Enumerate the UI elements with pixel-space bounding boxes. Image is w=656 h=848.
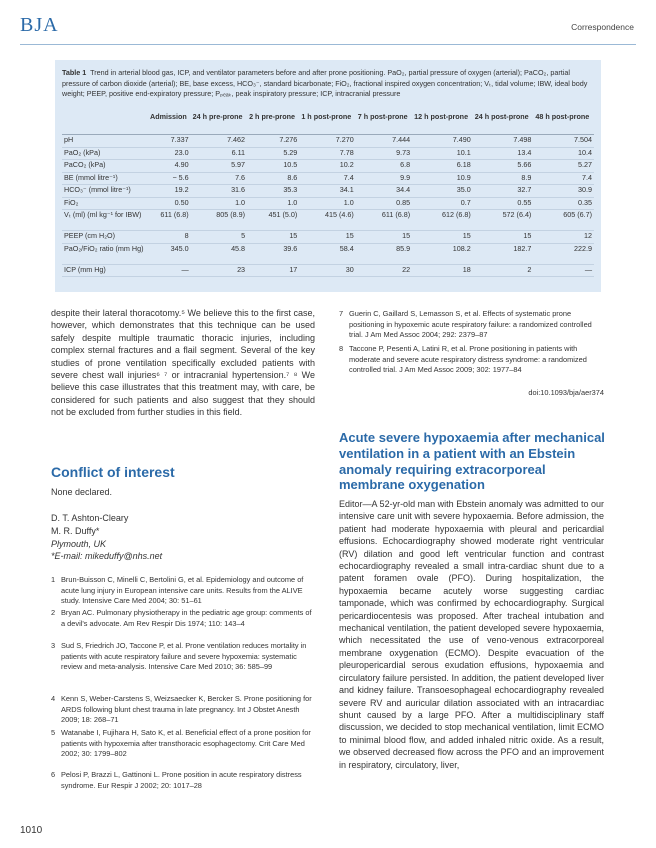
table-cell: 7.78 bbox=[339, 147, 354, 157]
table-cell: 451 (5.0) bbox=[268, 210, 298, 219]
reference-item bbox=[51, 575, 317, 607]
table-row bbox=[62, 147, 594, 160]
reference-item bbox=[339, 309, 604, 341]
table-cell: 0.7 bbox=[460, 197, 471, 207]
table-cell: — bbox=[584, 264, 592, 274]
table-cell: 13.4 bbox=[517, 147, 532, 157]
table-cell: 8.6 bbox=[287, 172, 298, 182]
table-row bbox=[62, 264, 594, 277]
table-cell: 7.504 bbox=[574, 135, 592, 144]
table-cell: 5.27 bbox=[578, 160, 592, 169]
reference-text: Watanabe I, Fujihara H, Sato K, et al. Beneficial effect of a prone position for patients with hypoxemia after transthoracic esophagectomy. Crit Care Med 2002; 30: 1799–802 bbox=[61, 728, 311, 759]
table-cell: 5.97 bbox=[231, 160, 246, 169]
reference-number: 6 bbox=[51, 770, 56, 779]
reference-item bbox=[51, 608, 317, 629]
table-cell: 30.9 bbox=[578, 185, 592, 194]
table-cell: 612 (6.8) bbox=[441, 210, 471, 219]
body-paragraph-right: Editor—A 52-yr-old man with Ebstein anomaly was admitted to our intensive care unit with severe hypoxaemia. Before admission, the patient had moderate hypoxaemia with pleural and pericardial effusions. Echocardiography showed moderate right ventricular (RV) dilation and good left ventricular function and contrast echocardiography revealed a small intra-cardiac shunt due to a patent foramen ovale (PFO). During hospitalization, the hypoxaemia became acutely worse suggesting cardiac tamponade, which was confirmed by echocardiography. Surgical pericardiocentesis was proposed. After tracheal intubation and mechanical ventilation, the patient developed severe hypoxaemia, which necessitated the use of veno-venous extracorporeal membrane oxygenation (ECMO). Despite evacuation of the pleuropericardial serous exudation effusions, hypoxaemia and circulatory failure persisted. In addition, the patient developed liver and kidney failure. Transoesophageal echocardiography revealed severe RV and auricular dilation associated with an intracardiac shunt caused by a large PFO. After a multidisciplinary staff discussion, we decided to stop mechanical ventilation, limit ECMO to minimal blood flow, and added inhaled nitric oxide. As a result, we observed decreased flow across the PFO and an improvement in respiratory, circulatory, liver, bbox=[339, 499, 604, 770]
conflict-of-interest-text: None declared. bbox=[51, 487, 113, 497]
table-cell: 7.276 bbox=[279, 135, 298, 144]
table-cell: 15 bbox=[289, 231, 298, 240]
table-cell: 0.85 bbox=[396, 197, 411, 207]
table-cell: 7.490 bbox=[452, 135, 471, 144]
table-column-header: 48 h post-prone bbox=[535, 112, 590, 121]
table-cell: 572 (6.4) bbox=[502, 210, 532, 219]
reference-number: 4 bbox=[51, 694, 56, 703]
journal-name: BJA bbox=[20, 14, 59, 36]
table-row bbox=[62, 243, 594, 264]
table-cell: 7.4 bbox=[343, 172, 354, 182]
table-cell: 5 bbox=[241, 231, 246, 240]
reference-number: 7 bbox=[339, 309, 344, 318]
reference-text: Guerin C, Gaillard S, Lemasson S, et al. Effects of systematic prone positioning in hypoxemic acute respiratory failure: a randomized controlled trial. J Am Med Assoc 2004; 292: 2379–87 bbox=[349, 309, 592, 340]
table-column-header bbox=[62, 112, 148, 135]
table-row bbox=[62, 210, 594, 231]
reference-item bbox=[51, 770, 317, 791]
table-cell: 4.90 bbox=[174, 160, 189, 169]
table-cell: 8.9 bbox=[521, 172, 532, 182]
table-cell: 85.9 bbox=[396, 243, 411, 253]
table-cell: 2 bbox=[527, 264, 532, 274]
table-cell: 15 bbox=[462, 231, 471, 240]
table-cell: 34.4 bbox=[396, 185, 411, 194]
author-email[interactable]: *E-mail: mikeduffy@nhs.net bbox=[51, 551, 163, 562]
data-table bbox=[62, 112, 594, 277]
table-column-header: 24 h pre-prone bbox=[192, 112, 243, 121]
table-label: Table 1 bbox=[62, 68, 87, 77]
table-cell: 23 bbox=[237, 264, 246, 274]
table-cell: 32.7 bbox=[517, 185, 532, 194]
table-column-header: 1 h post-prone bbox=[301, 112, 352, 121]
table-cell: 7.498 bbox=[513, 135, 532, 144]
table-cell: 10.1 bbox=[456, 147, 471, 157]
table-cell: 39.6 bbox=[283, 243, 298, 253]
table-cell: 0.35 bbox=[578, 197, 592, 207]
table-cell: 31.6 bbox=[231, 185, 246, 194]
table-column-header: 24 h post-prone bbox=[474, 112, 529, 121]
table-cell: 22 bbox=[402, 264, 411, 274]
table-cell: 611 (6.8) bbox=[381, 210, 411, 219]
table-row-label: PaO₂/FiO₂ ratio (mm Hg) bbox=[64, 243, 144, 253]
table-cell: 19.2 bbox=[174, 185, 189, 194]
body-paragraph-left: despite their lateral thoracotomy.⁵ We believe this to the first case, however, which demonstrates that this technique can be used safely despite multiple traumatic thoracic injuries, including complex sternal fractures and a flail segment. Several of the key studies of prone ventilation specifically excluded patients with severe chest wall injuries⁶ ⁷ or intracranial hypertension.⁷ ⁸ We believe this case illustrates that this treatment may, with care, be considered for such patients and also suggest that they should not be excluded from further studies in this field. bbox=[51, 308, 315, 418]
author-block bbox=[51, 512, 162, 563]
table-cell: 6.11 bbox=[231, 147, 246, 157]
table-cell: 7.270 bbox=[335, 135, 354, 144]
reference-number: 1 bbox=[51, 575, 56, 584]
table-cell: — bbox=[181, 264, 189, 274]
header-rule bbox=[20, 44, 636, 45]
table-row bbox=[62, 185, 594, 198]
reference-number: 3 bbox=[51, 641, 56, 650]
table-cell: 10.4 bbox=[578, 147, 592, 157]
table-cell: 58.4 bbox=[339, 243, 354, 253]
reference-text: Bryan AC. Pulmonary physiotherapy in the pediatric age group: comments of a devil's advocate. Am Rev Respir Dis 1974; 110: 143–4 bbox=[61, 608, 312, 628]
reference-text: Pelosi P, Brazzi L, Gattinoni L. Prone position in acute respiratory distress syndrome. Eur Respir J 2002; 20: 1017–28 bbox=[61, 770, 302, 790]
table-cell: 0.50 bbox=[174, 197, 189, 207]
table-cell: 23.0 bbox=[174, 147, 189, 157]
table-cell: 35.0 bbox=[456, 185, 471, 194]
page-number: 1010 bbox=[20, 825, 43, 836]
table-cell: − 5.6 bbox=[172, 172, 189, 182]
table-cell: 6.18 bbox=[456, 160, 471, 169]
table-cell: 182.7 bbox=[513, 243, 532, 253]
table-cell: 8 bbox=[184, 231, 189, 240]
table-cell: 10.9 bbox=[456, 172, 471, 182]
table-cell: 5.29 bbox=[283, 147, 298, 157]
table-column-header: Admission bbox=[150, 112, 187, 121]
table-row-label: PaCO₂ (kPa) bbox=[64, 160, 106, 169]
table-row-label: PEEP (cm H₂O) bbox=[64, 231, 115, 240]
table-row bbox=[62, 135, 594, 148]
table-row-label: ICP (mm Hg) bbox=[64, 264, 106, 274]
table-cell: 9.9 bbox=[400, 172, 411, 182]
table-column-header: 7 h post-prone bbox=[357, 112, 408, 121]
reference-number: 5 bbox=[51, 728, 56, 737]
table-cell: 7.462 bbox=[227, 135, 246, 144]
table-column-header: 12 h post-prone bbox=[414, 112, 469, 121]
table-cell: 15 bbox=[523, 231, 532, 240]
table-cell: 9.73 bbox=[396, 147, 411, 157]
table-cell: 222.9 bbox=[574, 243, 592, 253]
table-cell: 108.2 bbox=[452, 243, 471, 253]
reference-number: 8 bbox=[339, 344, 344, 353]
table-row-label: pH bbox=[64, 135, 74, 144]
table-row-label: PaO₂ (kPa) bbox=[64, 147, 101, 157]
table-cell: 5.66 bbox=[517, 160, 532, 169]
table-caption bbox=[62, 68, 594, 100]
reference-text: Taccone P, Pesenti A, Latini R, et al. Prone positioning in patients with moderate and severe acute respiratory distress syndrome: a randomized controlled trial. J Am Med Assoc 2009; 302: 1977–84 bbox=[349, 344, 587, 375]
reference-item bbox=[51, 728, 317, 760]
table-cell: 35.3 bbox=[283, 185, 298, 194]
table-row-label: Vₜ (ml) (ml kg⁻¹ for IBW) bbox=[64, 210, 142, 219]
reference-number: 2 bbox=[51, 608, 56, 617]
table-cell: 17 bbox=[289, 264, 298, 274]
reference-text: Brun-Buisson C, Minelli C, Bertolini G, et al. Epidemiology and outcome of acute lung injury in European intensive care units. Results from the ALIVE study. Intensive Care Med 2004; 30: 51–61 bbox=[61, 575, 304, 606]
author-location: Plymouth, UK bbox=[51, 538, 107, 549]
conflict-of-interest-heading: Conflict of interest bbox=[51, 464, 175, 480]
table-cell: 18 bbox=[462, 264, 471, 274]
table-header-row bbox=[62, 112, 594, 135]
article-title: Acute severe hypoxaemia after mechanical ventilation in a patient with an Ebstein anomaly requiring extracorporeal membrane oxygenation bbox=[339, 430, 605, 493]
table-cell: 1.0 bbox=[343, 197, 354, 207]
table-cell: 7.6 bbox=[235, 172, 246, 182]
doi[interactable]: doi:10.1093/bja/aer374 bbox=[528, 388, 604, 397]
table-cell: 15 bbox=[345, 231, 354, 240]
table-row bbox=[62, 172, 594, 185]
author-name: M. R. Duffy* bbox=[51, 525, 100, 536]
reference-text: Kenn S, Weber-Carstens S, Weizsaecker K, Bercker S. Prone positioning for ARDS following blunt chest trauma in late pregnancy. Int J Obstet Anesth 2009; 18: 268–71 bbox=[61, 694, 312, 725]
table-body bbox=[62, 135, 594, 277]
table-cell: 1.0 bbox=[235, 197, 246, 207]
author-name: D. T. Ashton-Cleary bbox=[51, 513, 129, 523]
table-row bbox=[62, 197, 594, 210]
table-row-label: HCO₃⁻ (mmol litre⁻¹) bbox=[64, 185, 131, 194]
table-cell: 805 (8.9) bbox=[216, 210, 246, 219]
reference-item bbox=[51, 694, 317, 726]
table-cell: 45.8 bbox=[231, 243, 246, 253]
table-caption-text: Trend in arterial blood gas, ICP, and ventilator parameters before and after prone positioning. PaO₂, partial pressure of oxygen (arterial); PaCO₂, partial pressure of carbon dioxide (arterial); BE, base excess, HCO₃⁻, standard bicarbonate; FiO₂, fractional inspired oxygen concentration; Vₜ, tidal volume; IBW, ideal body weight; PEEP, positive end-expiratory pressure; Pₚₑₐₖ, peak inspiratory pressure; ICP, intracranial pressure bbox=[62, 68, 588, 98]
table-cell: 611 (6.8) bbox=[160, 210, 189, 219]
table-cell: 7.337 bbox=[170, 135, 189, 144]
table-cell: 10.5 bbox=[283, 160, 298, 169]
table-cell: 345.0 bbox=[170, 243, 189, 253]
table-cell: 6.8 bbox=[400, 160, 411, 169]
table-cell: 12 bbox=[584, 231, 592, 240]
reference-item bbox=[51, 641, 317, 673]
table-cell: 34.1 bbox=[339, 185, 354, 194]
reference-item bbox=[339, 344, 604, 376]
table-cell: 10.2 bbox=[339, 160, 354, 169]
table-cell: 605 (6.7) bbox=[563, 210, 592, 219]
table-cell: 30 bbox=[345, 264, 354, 274]
table-row bbox=[62, 160, 594, 173]
reference-text: Sud S, Friedrich JO, Taccone P, et al. Prone ventilation reduces mortality in patients with acute respiratory failure and severe hypoxemia: systematic review and meta-analysis. Intensive Care Med 2010; 36: 585–99 bbox=[61, 641, 307, 672]
section-name: Correspondence bbox=[571, 22, 634, 32]
table-cell: 7.4 bbox=[582, 172, 592, 182]
table-cell: 415 (4.6) bbox=[324, 210, 354, 219]
table-cell: 15 bbox=[402, 231, 411, 240]
table-row bbox=[62, 231, 594, 244]
table-cell: 0.55 bbox=[517, 197, 532, 207]
table-column-header: 2 h pre-prone bbox=[249, 112, 295, 121]
table-row-label: BE (mmol litre⁻¹) bbox=[64, 172, 118, 182]
table-row-label: FiO₂ bbox=[64, 197, 79, 207]
table-cell: 1.0 bbox=[287, 197, 298, 207]
table-cell: 7.444 bbox=[392, 135, 411, 144]
